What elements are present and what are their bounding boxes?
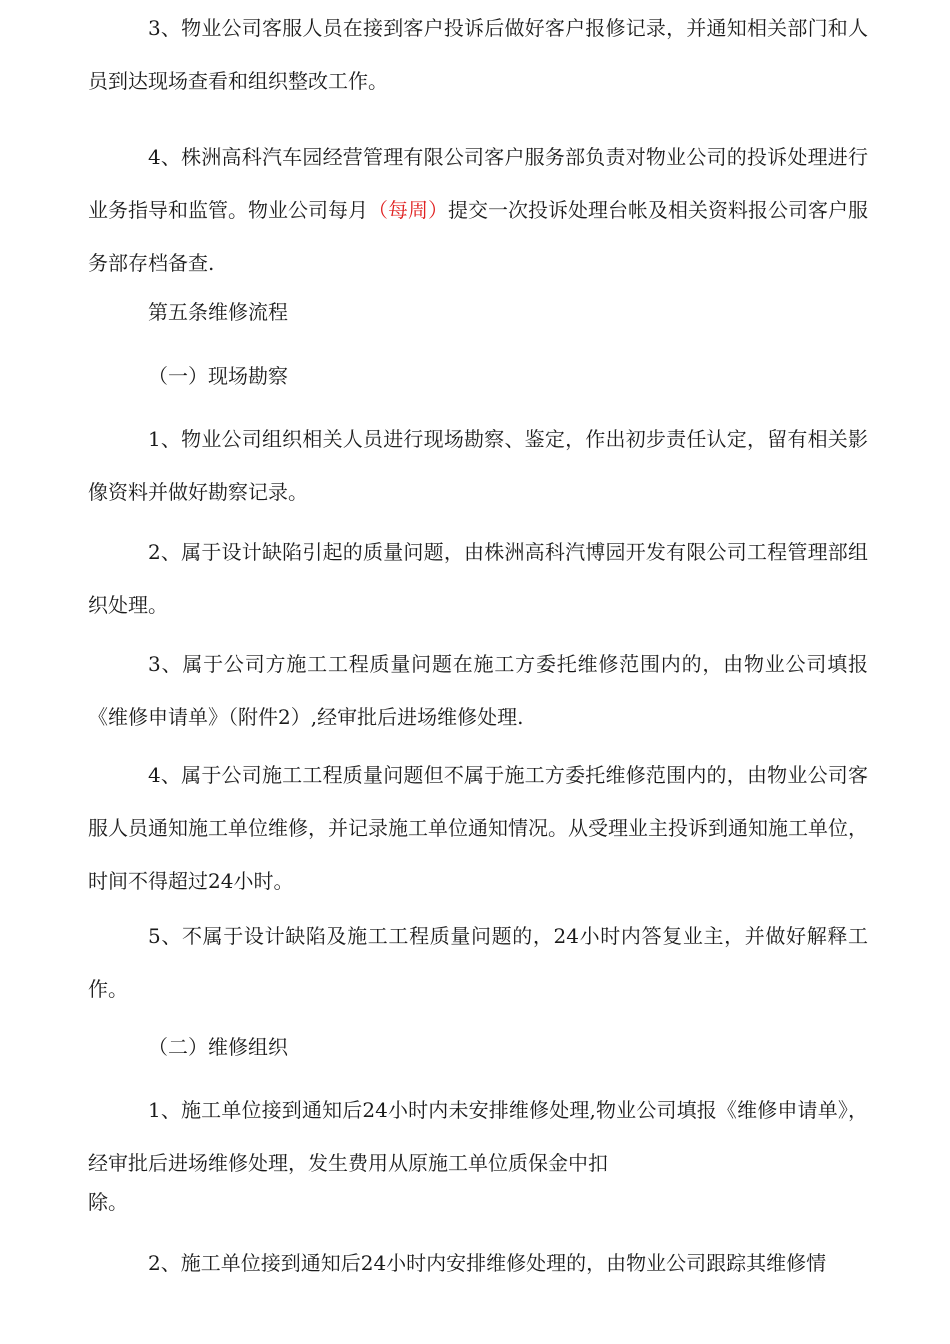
paragraph-contractor-notice (88, 749, 868, 908)
paragraph-text: 4、属于公司施工工程质量问题但不属于施工方委托维修范围内的，由物业公司客服人员通知施工单位维修，并记录施工单位通知情况。从受理业主投诉到通知施工单位，时间不得超过24小时。 (88, 763, 868, 893)
article-five-title: 第五条维修流程 (148, 300, 288, 324)
paragraph-text: 提交一次投诉处理台帐及相关资料报公司客户服务部存档备查. (88, 198, 868, 275)
paragraph-supervision (88, 131, 868, 290)
paragraph-no-repair-tail: 除。 (88, 1190, 128, 1214)
paragraph-repair-tracking (88, 1237, 868, 1290)
paragraph-text: 3、物业公司客服人员在接到客户投诉后做好客户报修记录，并通知相关部门和人员到达现场查看和组织整改工作。 (88, 16, 868, 93)
paragraph-site-survey (88, 413, 868, 519)
paragraph-complaint-record (88, 2, 868, 108)
section-one-title: （一）现场勘察 (148, 364, 288, 388)
paragraph-design-defect (88, 526, 868, 632)
paragraph-no-repair (88, 1084, 868, 1190)
paragraph-text: 4、株洲高科汽车园经营管理有限公司客户服务部负责对物业公司的投诉处理进行业务指导和监管。物业公司每月 (88, 145, 868, 222)
paragraph-repair-application (88, 638, 868, 744)
paragraph-reply-owner (88, 910, 868, 1016)
highlight-weekly: （每周） (368, 198, 448, 222)
paragraph-text: 2、属于设计缺陷引起的质量问题，由株洲高科汽博园开发有限公司工程管理部组织处理。 (88, 540, 868, 617)
paragraph-text: 5、不属于设计缺陷及施工工程质量问题的，24小时内答复业主，并做好解释工作。 (88, 924, 868, 1001)
paragraph-text: 1、施工单位接到通知后24小时内未安排维修处理,物业公司填报《维修申请单》，经审批后进场维修处理，发生费用从原施工单位质保金中扣 (88, 1098, 868, 1175)
paragraph-text: 3、属于公司方施工工程质量问题在施工方委托维修范围内的，由物业公司填报《维修申请单》（附件2）,经审批后进场维修处理. (88, 652, 868, 729)
paragraph-text: 1、物业公司组织相关人员进行现场勘察、鉴定，作出初步责任认定，留有相关影像资料并做好勘察记录。 (88, 427, 868, 504)
paragraph-text: 2、施工单位接到通知后24小时内安排维修处理的，由物业公司跟踪其维修情 (148, 1251, 827, 1275)
section-two-title: （二）维修组织 (148, 1035, 288, 1059)
